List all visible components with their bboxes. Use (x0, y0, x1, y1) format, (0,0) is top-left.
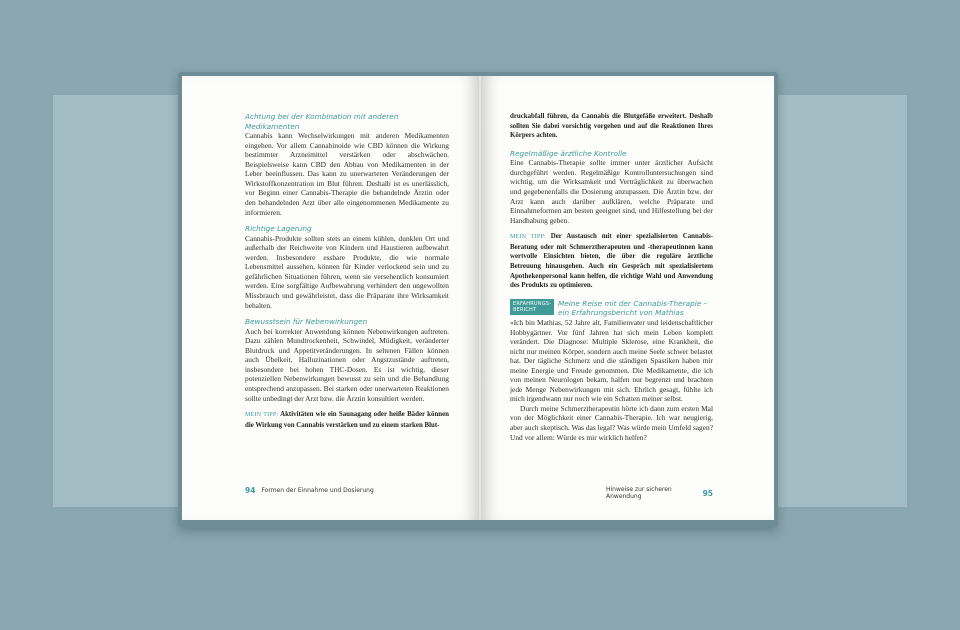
right-page (482, 76, 774, 520)
page-number: 95 (702, 488, 713, 498)
section-heading: Richtige Lagerung (245, 224, 312, 234)
report-paragraph: Durch meine Schmerztherapeutin hörte ich dann zum ersten Mal von der Möglichkeit einer Cannabis-Therapie. Ich war neugierig, aber auch skeptisch. Was das legal? Was würde mein Umfeld sagen? Und vor allem: Würde es mir wirklich helfen? (510, 403, 713, 442)
tip-text: Der Austausch mit einer spezialisierten Cannabis-Beratung oder mit Schmerztherapeuten und -therapeutinnen kann wertvolle Einsichten bieten, die über die reguläre ärztliche Betreuung hinausgehen. Auch ein Gespräch mit spezialisiertem Apothekenpersonal kann helfen, die richtige Wahl und Anwendung des Produkts zu optimieren. (510, 233, 713, 290)
continuation-text: druckabfall führen, da Cannabis die Blutgefäße erweitert. Deshalb sollten Sie dabei vorsichtig vorgehen und auf die Reaktionen Ihres Körpers achten. (510, 113, 713, 140)
report-header (510, 299, 713, 318)
page-number: 94 (245, 486, 256, 495)
right-page-content (510, 112, 713, 449)
section-text: Cannabis-Produkte sollten stets an einem kühlen, dunklen Ort und außerhalb der Reichweite von Kindern und Haustieren aufbewahrt werden. Insbesondere essbare Produkte, die wie normale Lebensmittel aussehen, können für Kinder verlockend sein und zu gefährlichen Situationen führen, wenn sie versehentlich konsumiert werden. Eine sorgfältige Aufbewahrung verhindert den ungewollten Missbrauch und gewährleistet, dass die Präparate ihre Wirksamkeit behalten. (245, 233, 449, 310)
section-heading: Bewusstsein für Nebenwirkungen (245, 317, 368, 327)
right-page-footer (606, 486, 713, 500)
left-page-footer (245, 486, 374, 495)
report-paragraph: »Ich bin Mathias, 52 Jahre alt, Familienvater und leidenschaftlicher Hobbygärtner. Vor fünf Jahren hat sich mein Leben komplett verändert. Die Diagnose: Multiple Sklerose, eine Krankheit, die nicht nur meinen Körper, sondern auch meine Seele schwer belastet hat. Der tägliche Schmerz und die ständigen Spastiken haben mir meine Energie und Freude genommen. Die Medikamente, die ich von meinen Neurologen bekam, halfen nur begrenzt und brachten jede Menge Nebenwirkungen mit sich. Ehrlich gesagt, fühlte ich mich irgendwann nur noch wie ein Schatten meiner selbst. (510, 317, 713, 404)
running-title: Formen der Einnahme und Dosierung (261, 487, 374, 494)
section-text: Auch bei korrekter Anwendung können Nebenwirkungen auftreten. Dazu zählen Mundtrockenheit, Schwindel, Müdigkeit, veränderter Blutdruck und Appetitveränderungen. In seltenen Fällen können auch Übelkeit, Halluzinationen oder Angstzustände auftreten, insbesondere bei hohen THC-Dosen. Es ist wichtig, dieser potenziellen Nebenwirkungen bewusst zu sein und die Behandlung entsprechend anzupassen. Bei starken oder unerwarteten Reaktionen sollte unbedingt der Arzt bzw. die Ärztin konsultiert werden. (245, 326, 449, 403)
tip-text: Aktivitäten wie ein Saunagang oder heiße Bäder können die Wirkung von Cannabis verstärken und zu einem starken Blut- (245, 411, 450, 429)
section-heading: Achtung bei der Kombination mit anderen Medikamenten (245, 112, 399, 131)
left-page-content (245, 112, 449, 438)
section-heading: Regelmäßige ärztliche Kontrolle (510, 148, 627, 158)
left-page (182, 76, 478, 520)
tip-box (245, 410, 449, 430)
section-text: Eine Cannabis-Therapie sollte immer unter ärztlicher Aufsicht durchgeführt werden. Regelmäßige Kontrolluntersuchungen sind wichtig, um die Wirksamkeit und Verträglichkeit zu überwachen und gegebenenfalls die Dosierung anzupassen. Die Ärztin bzw. der Arzt kann auch darüber aufklären, welche Präparate und Einnahmeformen am besten geeignet sind, und Hilfestellung bei der Handhabung geben. (510, 158, 713, 225)
report-badge: ERFAHRUNGS-BERICHT (510, 299, 554, 315)
report-heading: Meine Reise mit der Cannabis-Therapie – ein Erfahrungsbericht von Mathias (558, 298, 708, 318)
tip-label: MEIN TIPP: (510, 234, 546, 241)
tip-box (510, 232, 713, 291)
tip-label: MEIN TIPP: (245, 412, 279, 419)
section-text: Cannabis kann Wechselwirkungen mit anderen Medikamenten eingehen. Vor allem Cannabinoide wie CBD können die Wirkung bestimmter Arzneimittel verstärken oder abschwächen. Beispielsweise kann CBD den Abbau von Medikamenten in der Leber beeinflussen. Das kann zu unerwarteten Veränderungen der Wirkstoffkonzentration im Blut führen. Deshalb ist es unerlässlich, vor Beginn einer Cannabis-Therapie die behandelnde Ärztin oder den behandelnden Arzt über alle eingenommenen Medikamente zu informieren. (245, 131, 449, 217)
running-title: Hinweise zur sicheren Anwendung (606, 486, 672, 500)
